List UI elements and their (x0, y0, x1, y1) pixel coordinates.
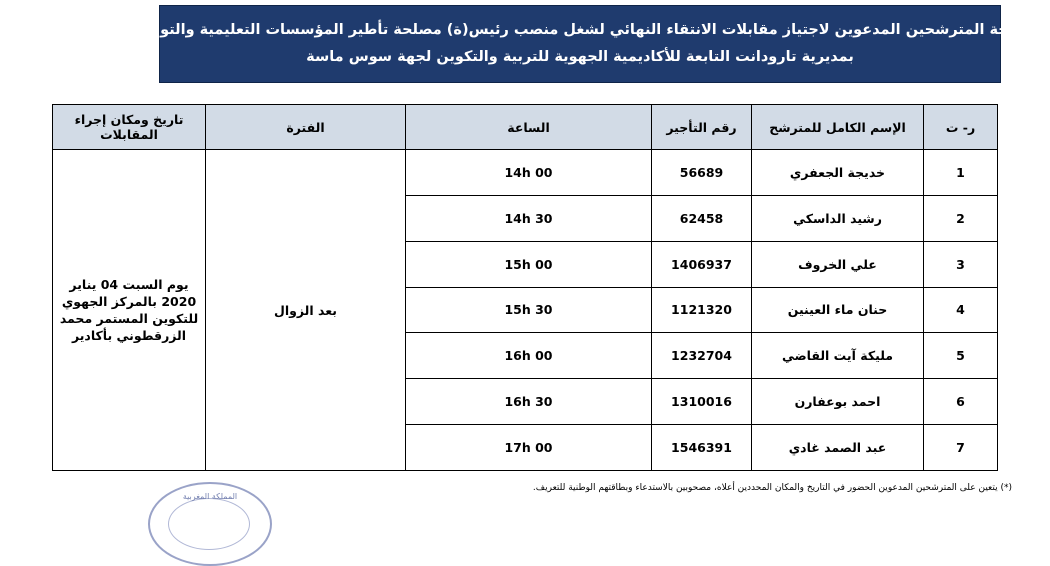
cell-time: 17h 00 (406, 425, 652, 471)
header-period: الفترة (206, 105, 406, 150)
cell-id: 1310016 (652, 379, 752, 425)
title-line-1: لائحة المترشحين المدعوين لاجتياز مقابلات الانتقاء النهائي لشغل منصب رئيس(ة) مصلحة تأطير المؤسسات التعليمية والتوجيه (134, 22, 1025, 38)
header-id: رقم التأجير (652, 105, 752, 150)
cell-id: 1546391 (652, 425, 752, 471)
cell-period: بعد الزوال (206, 150, 406, 471)
cell-name: علي الخروف (752, 241, 924, 287)
cell-order: 4 (924, 287, 998, 333)
header-date-place: تاريخ ومكان إجراء المقابلات (53, 105, 206, 150)
cell-name: حنان ماء العينين (752, 287, 924, 333)
cell-id: 56689 (652, 150, 752, 196)
header-time: الساعة (406, 105, 652, 150)
cell-name: خديجة الجعفري (752, 150, 924, 196)
official-stamp (148, 482, 272, 566)
cell-order: 2 (924, 195, 998, 241)
cell-time: 14h 30 (406, 195, 652, 241)
cell-id: 1121320 (652, 287, 752, 333)
cell-id: 62458 (652, 195, 752, 241)
cell-id: 1406937 (652, 241, 752, 287)
header-order: ر- ت (924, 105, 998, 150)
candidates-table (52, 104, 998, 471)
cell-time: 16h 30 (406, 379, 652, 425)
cell-name: رشيد الداسكي (752, 195, 924, 241)
cell-name: احمد بوعفارن (752, 379, 924, 425)
cell-time: 15h 30 (406, 287, 652, 333)
title-line-2: بمديرية تارودانت التابعة للأكاديمية الجهوية للتربية والتكوين لجهة سوس ماسة (306, 49, 854, 65)
cell-order: 1 (924, 150, 998, 196)
header-name: الإسم الكامل للمترشح (752, 105, 924, 150)
cell-time: 16h 00 (406, 333, 652, 379)
cell-order: 6 (924, 379, 998, 425)
title-banner (134, 5, 1025, 83)
stamp-inner-ring (168, 498, 250, 550)
table-header-row (53, 105, 998, 150)
cell-name: مليكة آيت القاضي (752, 333, 924, 379)
date-place-text: يوم السبت 04 يناير 2020 بالمركز الجهوي للتكوين المستمر محمد الزرقطوني بأكادير (59, 277, 199, 343)
cell-name: عبد الصمد غادي (752, 425, 924, 471)
cell-id: 1232704 (652, 333, 752, 379)
cell-order: 7 (924, 425, 998, 471)
cell-time: 14h 00 (406, 150, 652, 196)
cell-order: 3 (924, 241, 998, 287)
cell-date-place (53, 150, 206, 471)
stamp-text: المملكة المغربية (182, 492, 238, 501)
footnote: (*) يتعين على المترشحين المدعوين الحضور في التاريخ والمكان المحددين أعلاه، مصحوبين بالاستدعاء وبطاقتهم الوطنية للتعريف. (532, 483, 1012, 493)
cell-order: 5 (924, 333, 998, 379)
cell-time: 15h 00 (406, 241, 652, 287)
table-row (53, 150, 998, 196)
